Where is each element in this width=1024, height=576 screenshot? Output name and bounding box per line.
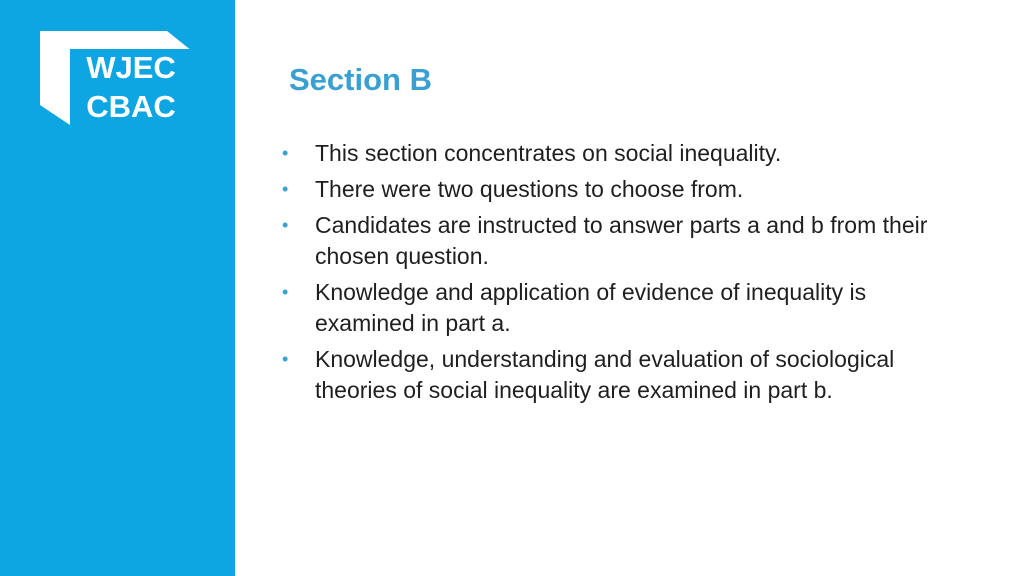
bullet-item: [282, 174, 942, 205]
bullet-icon: •: [282, 349, 289, 369]
bullet-text: Knowledge and application of evidence of inequality is examined in part a.: [315, 279, 867, 336]
bullet-item: [282, 210, 942, 272]
bullet-icon: •: [282, 282, 289, 302]
bullet-text: Candidates are instructed to answer parts a and b from their chosen question.: [315, 212, 928, 269]
bullet-item: [282, 344, 942, 406]
bullet-text: There were two questions to choose from.: [315, 176, 744, 202]
bullet-list: [282, 138, 942, 411]
bullet-text: Knowledge, understanding and evaluation of sociological theories of social inequality are examined in part b.: [315, 346, 895, 403]
logo-text-cbac: CBAC: [86, 89, 176, 124]
bullet-icon: •: [282, 179, 289, 199]
slide-title: Section B: [289, 62, 432, 97]
logo-text-wjec: WJEC: [86, 50, 176, 85]
bullet-item: [282, 277, 942, 339]
bullet-icon: •: [282, 215, 289, 235]
bullet-item: [282, 138, 942, 169]
bullet-icon: •: [282, 143, 289, 163]
bullet-text: This section concentrates on social inequality.: [315, 140, 782, 166]
